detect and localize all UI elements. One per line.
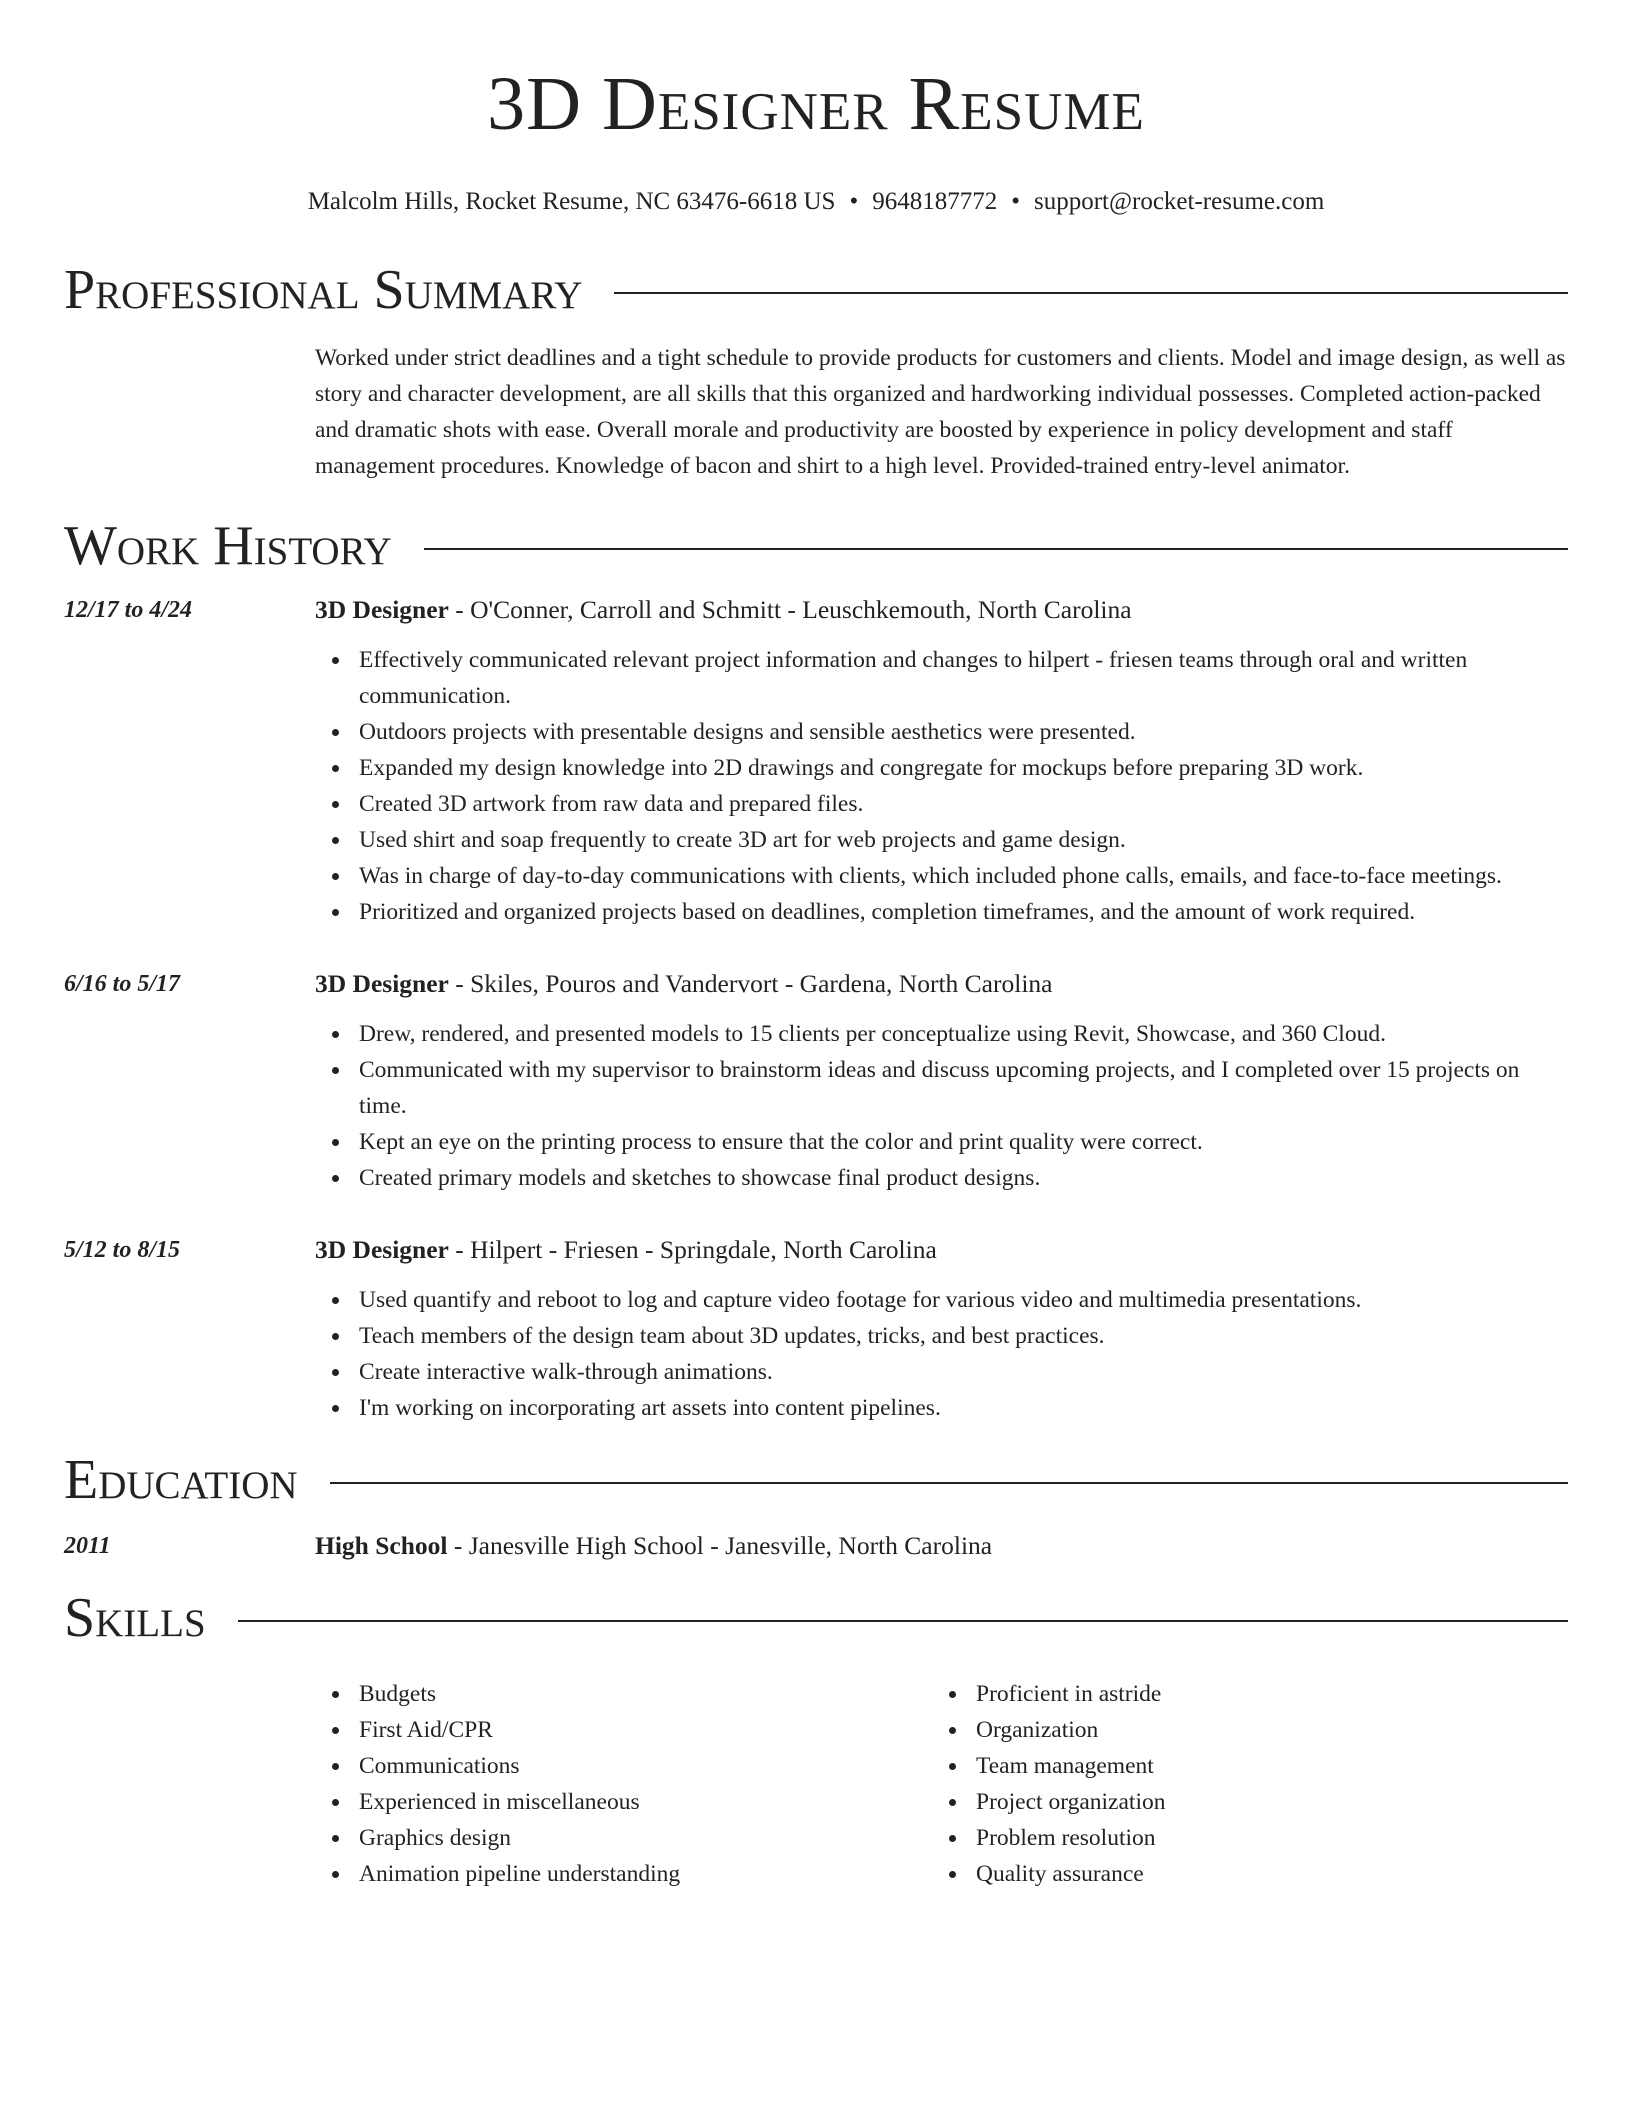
job-dates: 12/17 to 4/24: [64, 597, 193, 623]
job-details: - O'Conner, Carroll and Schmitt - Leuschkemouth, North Carolina: [448, 595, 1132, 624]
education-heading: Education: [64, 1449, 298, 1511]
section-divider: [614, 292, 1568, 294]
contact-separator: •: [1011, 188, 1020, 215]
skills-list: [932, 1676, 1549, 1892]
job-body: [315, 592, 1568, 930]
skill-item: Budgets: [359, 1676, 932, 1712]
job-bullet: Expanded my design knowledge into 2D drawings and congregate for mockups before preparing 3D work.: [359, 750, 1568, 786]
job-bullet: Outdoors projects with presentable designs and sensible aesthetics were presented.: [359, 714, 1568, 750]
job-bullet: Create interactive walk-through animations.: [359, 1354, 1568, 1390]
skill-item: Communications: [359, 1748, 932, 1784]
summary-section: [64, 254, 1568, 484]
work-heading: Work History: [64, 515, 392, 577]
job-role: 3D Designer: [315, 1235, 449, 1264]
job-bullet: Communicated with my supervisor to brainstorm ideas and discuss upcoming projects, and I completed over 15 projects on time.: [359, 1052, 1568, 1124]
job-bullet: Kept an eye on the printing process to ensure that the color and print quality were correct.: [359, 1124, 1568, 1160]
skill-item: Quality assurance: [976, 1856, 1549, 1892]
job-entry: [64, 1232, 1568, 1426]
resume-title: 3D Designer Resume: [487, 62, 1145, 146]
job-entry: [64, 966, 1568, 1196]
skill-item: Graphics design: [359, 1820, 932, 1856]
section-divider: [330, 1482, 1568, 1484]
job-details: - Hilpert - Friesen - Springdale, North Carolina: [448, 1235, 937, 1264]
skills-column-right: [932, 1676, 1549, 1892]
skill-item: Problem resolution: [976, 1820, 1549, 1856]
skill-item: Experienced in miscellaneous: [359, 1784, 932, 1820]
job-role: 3D Designer: [315, 595, 449, 624]
education-section: [64, 1444, 1568, 1564]
job-dates: 6/16 to 5/17: [64, 971, 181, 997]
skills-column-left: [315, 1676, 932, 1892]
skill-item: Animation pipeline understanding: [359, 1856, 932, 1892]
section-divider: [238, 1620, 1568, 1622]
job-heading: [315, 1232, 1568, 1268]
education-year: 2011: [64, 1533, 111, 1559]
skills-list: [315, 1676, 932, 1892]
education-degree: High School: [315, 1531, 448, 1560]
contact-email: support@rocket-resume.com: [1033, 188, 1325, 215]
job-role: 3D Designer: [315, 969, 449, 998]
job-bullet: Used quantify and reboot to log and capture video footage for various video and multimedia presentations.: [359, 1282, 1568, 1318]
contact-address: Malcolm Hills, Rocket Resume, NC 63476-6618 US: [307, 188, 836, 215]
education-details: - Janesville High School - Janesville, North Carolina: [447, 1531, 993, 1560]
job-bullet: Prioritized and organized projects based on deadlines, completion timeframes, and the amount of work required.: [359, 894, 1568, 930]
skill-item: Organization: [976, 1712, 1549, 1748]
job-dates: 5/12 to 8/15: [64, 1237, 181, 1263]
contact-line: [64, 186, 1568, 218]
job-heading: [315, 592, 1568, 628]
skills-header: [64, 1582, 1568, 1654]
education-header: [64, 1444, 1568, 1516]
contact-separator: •: [849, 188, 859, 215]
education-body: [315, 1528, 1568, 1564]
job-body: [315, 1232, 1568, 1426]
section-divider: [424, 548, 1568, 550]
job-bullet: Created primary models and sketches to showcase final product designs.: [359, 1160, 1568, 1196]
job-bullet: Used shirt and soap frequently to create 3D art for web projects and game design.: [359, 822, 1568, 858]
skills-heading: Skills: [64, 1587, 206, 1649]
work-header: [64, 510, 1568, 582]
job-bullet: I'm working on incorporating art assets into content pipelines.: [359, 1390, 1568, 1426]
education-heading-line: [315, 1528, 1568, 1564]
job-bullet: Teach members of the design team about 3D updates, tricks, and best practices.: [359, 1318, 1568, 1354]
education-entry: [64, 1528, 1568, 1564]
skills-grid: [315, 1676, 1568, 1892]
summary-heading: Professional Summary: [64, 259, 583, 321]
skills-section: [64, 1582, 1568, 1892]
skill-item: Project organization: [976, 1784, 1549, 1820]
summary-text: Worked under strict deadlines and a tight schedule to provide products for customers and clients. Model and image design, as well as story and character development, are all skills that this organized and hardworking individual possesses. Completed action-packed and dramatic shots with ease. Overall morale and productivity are boosted by experience in policy development and staff management procedures. Knowledge of bacon and shirt to a high level. Provided-trained entry-level animator.: [315, 345, 1566, 479]
job-bullet: Created 3D artwork from raw data and prepared files.: [359, 786, 1568, 822]
job-bullets: [315, 642, 1568, 930]
job-entry: [64, 592, 1568, 930]
job-bullets: [315, 1282, 1568, 1426]
job-heading: [315, 966, 1568, 1002]
job-bullet: Was in charge of day-to-day communications with clients, which included phone calls, emails, and face-to-face meetings.: [359, 858, 1568, 894]
skill-item: Team management: [976, 1748, 1549, 1784]
skill-item: Proficient in astride: [976, 1676, 1549, 1712]
work-section: [64, 510, 1568, 1426]
summary-header: [64, 254, 1568, 326]
job-body: [315, 966, 1568, 1196]
job-bullets: [315, 1016, 1568, 1196]
skill-item: First Aid/CPR: [359, 1712, 932, 1748]
job-bullet: Effectively communicated relevant project information and changes to hilpert - friesen teams through oral and written communication.: [359, 642, 1568, 714]
job-bullet: Drew, rendered, and presented models to 15 clients per conceptualize using Revit, Showcase, and 360 Cloud.: [359, 1016, 1568, 1052]
job-details: - Skiles, Pouros and Vandervort - Gardena, North Carolina: [448, 969, 1053, 998]
contact-phone: 9648187772: [872, 188, 998, 215]
